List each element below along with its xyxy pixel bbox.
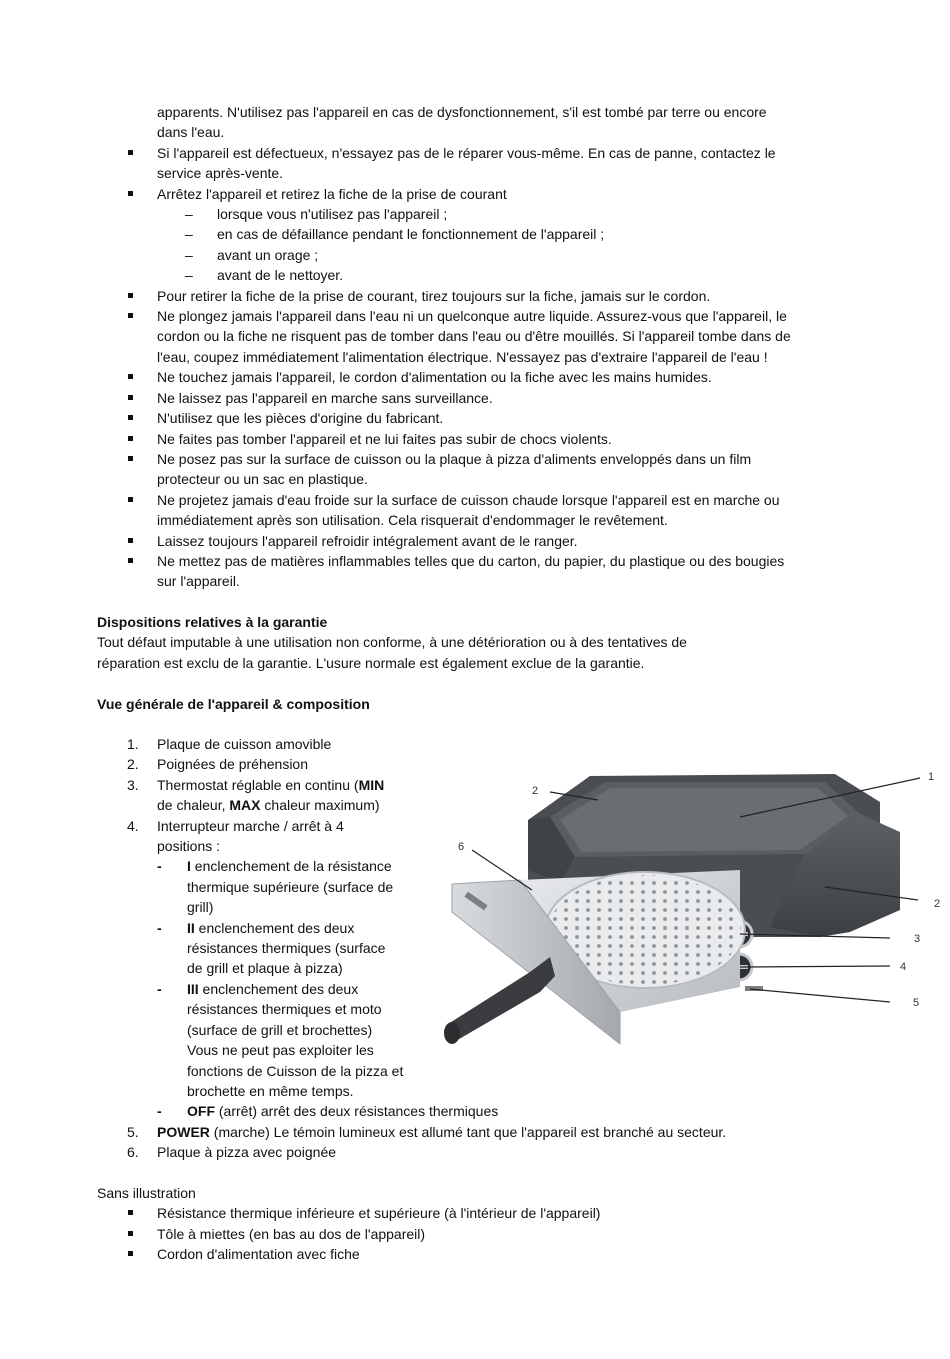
parts-list-item [97, 1122, 897, 1142]
list-item [97, 449, 897, 490]
safety-list [97, 102, 897, 592]
item-number: 4. [127, 817, 139, 834]
text-line: Ne laissez pas l'appareil en marche sans surveillance. [157, 389, 493, 406]
list-item [97, 388, 897, 408]
text-line: service après-vente. [157, 165, 284, 182]
callout-5: 5 [913, 997, 920, 1009]
text-line: N'utilisez que les pièces d'origine du fabricant. [157, 410, 444, 427]
text-line: Plaque à pizza avec poignée [157, 1144, 337, 1161]
sub-list-item: – lorsque vous n'utilisez pas l'appareil ; [157, 204, 897, 224]
text-line: Poignées de préhension [157, 756, 309, 773]
text: (arrêt) arrêt des deux résistances thermiques [215, 1103, 499, 1120]
power-label: POWER [157, 1123, 210, 1140]
text: chaleur maximum) [260, 797, 380, 814]
text-line: apparents. N'utilisez pas l'appareil en cas de dysfonctionnement, s'il est tombé par terre ou encore [157, 104, 767, 120]
list-item [97, 551, 897, 592]
text: Thermostat réglable en continu ( [157, 776, 359, 793]
callout-2: 2 [532, 785, 539, 797]
sub-list-item: – avant un orage ; [157, 245, 897, 265]
item-number: 6. [127, 1144, 139, 1161]
text-line: Ne mettez pas de matières inflammables telles que du carton, du papier, du plastique ou des bougies [157, 552, 785, 569]
text-line: Laissez toujours l'appareil refroidir intégralement avant de le ranger. [157, 532, 578, 549]
text-line: dans l'eau. [157, 124, 225, 141]
text-line: Ne posez pas sur la surface de cuisson ou la plaque à pizza d'aliments enveloppés dans un film [157, 450, 752, 467]
sub-list-item: – en cas de défaillance pendant le fonctionnement de l'appareil ; [157, 224, 897, 244]
callout-1: 1 [928, 771, 935, 783]
text-line: Pour retirer la fiche de la prise de courant, tirez toujours sur la fiche, jamais sur le cordon. [157, 287, 711, 304]
list-item [97, 408, 897, 428]
leader-line [750, 989, 890, 1002]
text-line: Arrêtez l'appareil et retirez la fiche de la prise de courant [157, 185, 507, 202]
text-line [157, 1122, 897, 1142]
position-key: OFF [187, 1103, 215, 1120]
text: de chaleur, [157, 797, 230, 814]
sub-list [97, 204, 897, 286]
list-item [97, 184, 897, 204]
item-number: 1. [127, 736, 139, 752]
position-item [157, 1101, 897, 1121]
list-item: Tôle à miettes (en bas au dos de l'appareil) [97, 1224, 897, 1244]
cooking-plate-surface [560, 788, 848, 852]
text-line: Ne projetez jamais d'eau froide sur la surface de cuisson chaude lorsque l'appareil est en marche ou [157, 491, 780, 508]
text-line: Tout défaut imputable à une utilisation non conforme, à une détérioration ou à des tentatives de [97, 634, 687, 651]
text-line: résistances thermiques (surface [187, 940, 386, 957]
position-key: III [187, 980, 199, 997]
overview-heading: Vue générale de l'appareil & composition [97, 696, 370, 712]
text-line: thermique supérieure (surface de [187, 878, 394, 895]
text-line: (surface de grill et brochettes) [187, 1021, 373, 1038]
tray-handle-tip [444, 1022, 460, 1044]
no-illustration-section [97, 1183, 897, 1265]
text-line: Si l'appareil est défectueux, n'essayez pas de le réparer vous-même. En cas de panne, contactez le [157, 144, 776, 161]
text-line: positions : [157, 838, 221, 855]
text-line: Vous ne peut pas exploiter les [187, 1042, 374, 1059]
text-line: fonctions de Cuisson de la pizza et [187, 1062, 404, 1079]
list-item [97, 367, 897, 387]
parts-list-item [97, 1142, 897, 1162]
list-item: Cordon d'alimentation avec fiche [97, 1244, 897, 1264]
text-line: Ne plongez jamais l'appareil dans l'eau ni un quelconque autre liquide. Assurez-vous que l'appareil, le [157, 308, 787, 325]
parts-list-item [97, 734, 897, 754]
text-line: cordon ou la fiche ne risquent pas de tomber dans l'eau ou d'être mouillés. Si l'appareil tombe dans de [157, 328, 791, 345]
text-line: brochette en même temps. [187, 1082, 354, 1099]
list-item [97, 531, 897, 551]
text-line: l'eau, coupez immédiatement l'alimentation électrique. N'essayez pas d'extraire l'appareil de l'eau ! [157, 348, 768, 365]
text: enclenchement de la résistance [190, 858, 392, 875]
max-label: MAX [229, 797, 261, 814]
no-illustration-heading: Sans illustration [97, 1185, 196, 1201]
text-line: immédiatement après son utilisation. Cela risquerait d'endommager le revêtement. [157, 512, 668, 529]
text-line: résistances thermiques et moto [187, 1001, 382, 1018]
list-item: Résistance thermique inférieure et supérieure (à l'intérieur de l'appareil) [97, 1203, 897, 1223]
list-item [97, 286, 897, 306]
text-line: réparation est exclu de la garantie. L'usure normale est également exclue de la garantie. [97, 654, 645, 671]
item-number: 3. [127, 776, 139, 793]
text: enclenchement des deux [198, 980, 359, 997]
list-item [97, 143, 897, 184]
text: (marche) Le témoin lumineux est allumé tant que l'appareil est branché au secteur. [209, 1123, 727, 1140]
list-item [97, 490, 897, 531]
warranty-heading: Dispositions relatives à la garantie [97, 614, 328, 630]
tray-handle [448, 957, 555, 1042]
text-line: sur l'appareil. [157, 573, 240, 590]
min-label: MIN [358, 776, 385, 793]
sub-list-item: – avant de le nettoyer. [157, 265, 897, 285]
text-line: Ne faites pas tomber l'appareil et ne lui faites pas subir de chocs violents. [157, 430, 612, 447]
callout-3: 3 [914, 933, 921, 945]
appliance-illustration [440, 762, 945, 1047]
text-line: de grill et plaque à pizza) [187, 960, 343, 977]
text-line: Plaque de cuisson amovible [157, 736, 332, 752]
callout-4: 4 [900, 961, 907, 973]
callout-2b: 2 [934, 898, 941, 910]
position-key: I [187, 858, 191, 875]
text-line: protecteur ou un sac en plastique. [157, 471, 368, 488]
item-number: 2. [127, 756, 139, 773]
text-line: Ne touchez jamais l'appareil, le cordon d'alimentation ou la fiche avec les mains humides. [157, 369, 712, 386]
text-line: Interrupteur marche / arrêt à 4 [157, 817, 344, 834]
callout-6: 6 [458, 841, 465, 853]
list-item [97, 429, 897, 449]
leader-line [740, 966, 890, 967]
item-number: 5. [127, 1123, 139, 1140]
text: enclenchement des deux [194, 919, 355, 936]
text-line [187, 1101, 897, 1121]
position-key: II [187, 919, 195, 936]
list-item-continuation [97, 102, 897, 143]
text-line: grill) [187, 899, 214, 916]
warranty-section [97, 612, 897, 673]
list-item [97, 306, 897, 367]
